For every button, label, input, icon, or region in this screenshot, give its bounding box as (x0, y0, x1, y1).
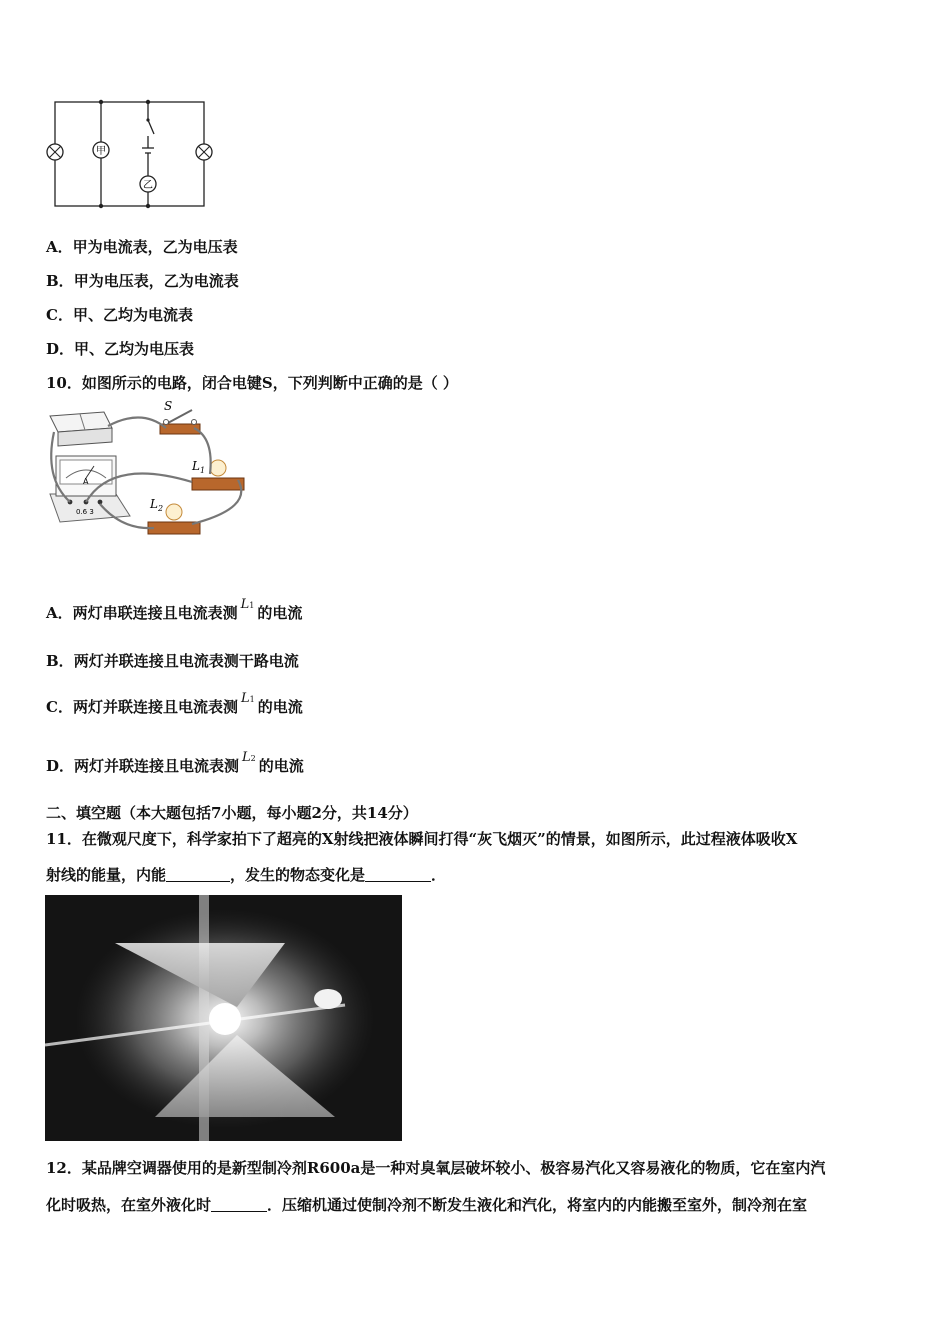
q12-line1: 12．某品牌空调器使用的是新型制冷剂R600a是一种对臭氧层破坏较小、极容易汽化又容易液化的物质，它在室内汽 (46, 1159, 826, 1177)
ammeter-terminals: 0.6 3 (76, 508, 94, 516)
answer-blank[interactable] (166, 867, 230, 882)
answer-blank[interactable] (211, 1197, 267, 1212)
switch-label: S (164, 399, 173, 413)
q10-circuit-photo (42, 398, 254, 548)
q10-option-a: A．两灯串联连接且电流表测 L1 的电流 (46, 597, 303, 622)
q10-option-d: D．两灯并联连接且电流表测 L2 的电流 (46, 750, 304, 775)
q10-stem: 10．如图所示的电路，闭合电键S，下列判断中正确的是（ ） (46, 374, 458, 392)
meter-jia-label: 甲 (96, 146, 106, 157)
q10-option-b: B．两灯并联连接且电流表测干路电流 (46, 652, 299, 670)
q10-option-c: C．两灯并联连接且电流表测 L1 的电流 (46, 691, 303, 716)
q11-line1: 11．在微观尺度下，科学家拍下了超亮的X射线把液体瞬间打得“灰飞烟灭”的情景，如图所示，此过程液体吸收X (46, 830, 798, 848)
q12-line2: 化时吸热，在室外液化时 ．压缩机通过使制冷剂不断发生液化和汽化，将室内的内能搬至室外，制冷剂在室 (46, 1196, 808, 1214)
answer-blank[interactable] (365, 867, 431, 882)
q9-option-b: B．甲为电压表，乙为电流表 (46, 272, 239, 290)
meter-yi-label: 乙 (143, 180, 153, 191)
q9-circuit-diagram (40, 92, 220, 214)
q11-line2: 射线的能量，内能 ，发生的物态变化是 ． (46, 866, 447, 884)
svg-text:L1: $L_1$ (192, 459, 206, 475)
q11-xray-photo (45, 895, 402, 1141)
q9-option-a: A．甲为电流表，乙为电压表 (46, 238, 238, 256)
section-heading: 二、填空题（本大题包括7小题，每小题2分，共14分） (46, 804, 418, 822)
battery-box-icon (50, 412, 112, 446)
svg-text:L2: $L_2$ (150, 497, 164, 513)
ammeter-label: A (83, 477, 89, 486)
q9-option-d: D．甲、乙均为电压表 (46, 340, 195, 358)
q9-option-c: C．甲、乙均为电流表 (46, 306, 193, 324)
